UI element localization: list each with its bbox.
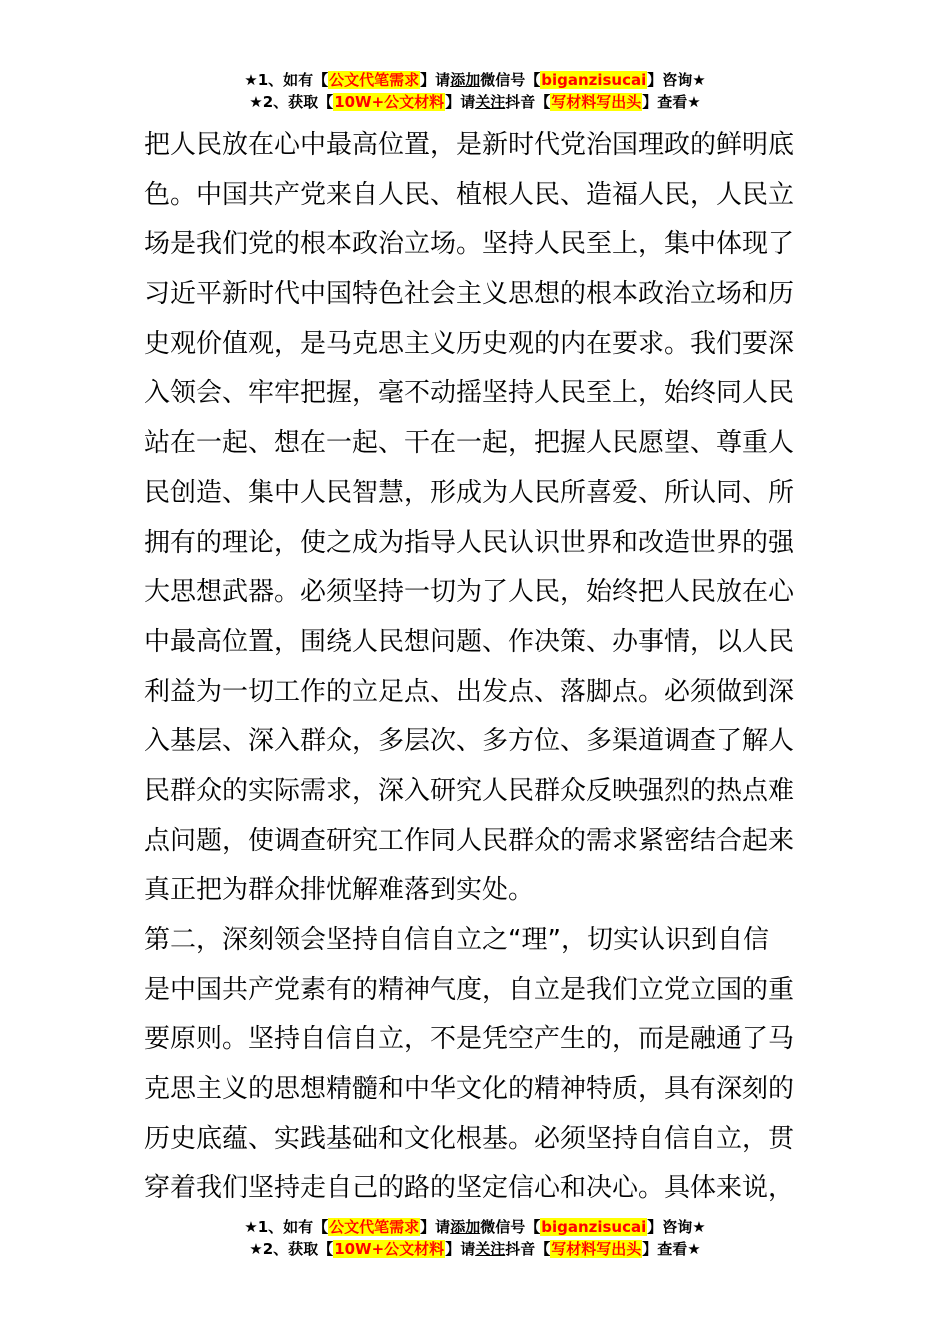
- body-line: 把人民放在心中最高位置，是新时代党治国理政的鲜明底: [144, 130, 795, 160]
- body-line: 入基层、深入群众，多层次、多方位、多渠道调查了解人: [144, 726, 795, 757]
- body-line: 点问题，使调查研究工作同人民群众的需求紧密结合起来: [144, 825, 795, 856]
- highlight-materials: 10W+公文材料: [334, 1240, 445, 1258]
- body-line: 入领会、牢牢把握，毫不动摇坚持人民至上，始终同人民: [144, 378, 795, 409]
- body-line: 利益为一切工作的立足点、出发点、落脚点。必须做到深: [144, 676, 795, 707]
- footer-line-1: ★1、如有【公文代笔需求】请添加微信号【biganzisucai】咨询★: [244, 1218, 706, 1236]
- body-line: 站在一起、想在一起、干在一起，把握人民愿望、尊重人: [144, 428, 795, 459]
- body-line: 历史底蕴、实践基础和文化根基。必须坚持自信自立，贯: [144, 1123, 795, 1154]
- body-line: 场是我们党的根本政治立场。坚持人民至上，集中体现了: [144, 229, 795, 260]
- header-line-1: ★1、如有【公文代笔需求】请添加微信号【biganzisucai】咨询★: [244, 71, 706, 89]
- highlight-service: 公文代笔需求: [329, 71, 420, 89]
- body-line: 色。中国共产党来自人民、植根人民、造福人民，人民立: [144, 179, 795, 210]
- body-line: 克思主义的思想精髓和中华文化的精神特质，具有深刻的: [144, 1074, 795, 1105]
- header-line-2: ★2、获取【10W+公文材料】请关注抖音【写材料写出头】查看★: [249, 93, 701, 111]
- body-line: 拥有的理论，使之成为指导人民认识世界和改造世界的强: [144, 527, 795, 558]
- highlight-wechat-id: biganzisucai: [541, 71, 647, 89]
- body-line: 民群众的实际需求，深入研究人民群众反映强烈的热点难: [144, 775, 795, 806]
- body-line: 中最高位置，围绕人民想问题、作决策、办事情，以人民: [144, 626, 795, 657]
- body-line: 习近平新时代中国特色社会主义思想的根本政治立场和历: [144, 279, 795, 310]
- highlight-wechat-id: biganzisucai: [541, 1218, 647, 1236]
- footer-line-2: ★2、获取【10W+公文材料】请关注抖音【写材料写出头】查看★: [249, 1240, 701, 1258]
- highlight-douyin: 写材料写出头: [551, 1240, 642, 1258]
- body-line: 第二，深刻领会坚持自信自立之“理”，切实认识到自信: [144, 925, 769, 955]
- body-line: 要原则。坚持自信自立，不是凭空产生的，而是融通了马: [144, 1024, 795, 1055]
- highlight-materials: 10W+公文材料: [334, 93, 445, 111]
- footer-banner: [0, 1216, 950, 1260]
- body-line: 穿着我们坚持走自己的路的坚定信心和决心。具体来说，: [144, 1173, 795, 1204]
- body-line: 民创造、集中人民智慧，形成为人民所喜爱、所认同、所: [144, 477, 795, 508]
- body-line: 是中国共产党素有的精神气度，自立是我们立党立国的重: [144, 974, 795, 1005]
- header-banner: [0, 69, 950, 113]
- body-line: 史观价值观，是马克思主义历史观的内在要求。我们要深: [144, 328, 795, 359]
- highlight-service: 公文代笔需求: [329, 1218, 420, 1236]
- body-line: 大思想武器。必须坚持一切为了人民，始终把人民放在心: [144, 577, 795, 608]
- highlight-douyin: 写材料写出头: [551, 93, 642, 111]
- document-body: [144, 121, 809, 1214]
- body-line: 真正把为群众排忧解难落到实处。: [144, 875, 535, 906]
